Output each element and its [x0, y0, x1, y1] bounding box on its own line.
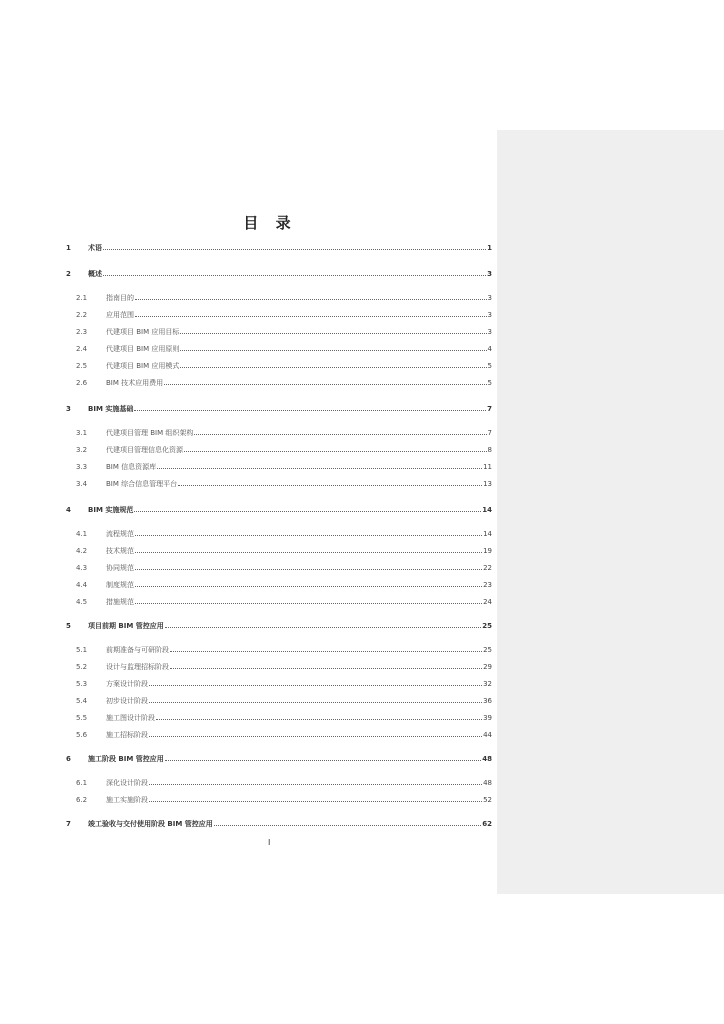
toc-entry-number: 4.5 [76, 598, 88, 606]
toc-entry-number: 5.3 [76, 680, 88, 688]
toc-leader-dots [180, 332, 486, 334]
toc-entry-page: 29 [483, 663, 492, 671]
toc-entry-text: BIM 信息资源库 [106, 463, 157, 471]
toc-entry-2-3[interactable] [76, 324, 492, 336]
toc-leader-dots [184, 450, 487, 452]
toc-entry-3[interactable] [66, 401, 492, 413]
toc-entry-text: BIM 实施规范 [88, 506, 134, 514]
toc-entry-number: 5 [66, 622, 71, 630]
toc-entry-number: 7 [66, 820, 71, 828]
toc-entry-number: 6.2 [76, 796, 88, 804]
toc-entry-4-5[interactable] [76, 594, 492, 606]
toc-entry-5-2[interactable] [76, 659, 492, 671]
toc-entry-text: 应用范围 [106, 311, 134, 319]
toc-entry-6-1[interactable] [76, 775, 492, 787]
toc-entry-number: 2 [66, 270, 71, 278]
toc-leader-dots [103, 274, 486, 276]
toc-entry-4-1[interactable] [76, 526, 492, 538]
toc-entry-page: 4 [487, 345, 492, 353]
toc-entry-number: 5.5 [76, 714, 88, 722]
toc-leader-dots [135, 534, 482, 536]
toc-leader-dots [165, 759, 481, 761]
toc-entry-text: BIM 综合信息管理平台 [106, 480, 178, 488]
toc-entry-number: 2.3 [76, 328, 88, 336]
toc-entry-page: 7 [487, 405, 492, 413]
toc-entry-number: 5.2 [76, 663, 88, 671]
toc-entry-page: 5 [487, 379, 492, 387]
toc-leader-dots [135, 602, 482, 604]
toc-entry-text: 施工阶段 BIM 管控应用 [88, 755, 164, 763]
comment-pane [497, 130, 724, 894]
toc-leader-dots [149, 701, 482, 703]
toc-entry-page: 36 [483, 697, 492, 705]
toc-entry-text: 代建项目管理 BIM 组织架构 [106, 429, 194, 437]
toc-entry-number: 5.1 [76, 646, 88, 654]
toc-entry-number: 2.1 [76, 294, 88, 302]
toc-leader-dots [149, 800, 482, 802]
toc-entry-number: 3.4 [76, 480, 88, 488]
toc-entry-page: 32 [483, 680, 492, 688]
toc-entry-1[interactable] [66, 240, 492, 252]
toc-entry-text: 初步设计阶段 [106, 697, 148, 705]
toc-entry-page: 7 [487, 429, 492, 437]
toc-entry-page: 62 [482, 820, 492, 828]
toc-entry-number: 2.2 [76, 311, 88, 319]
toc-leader-dots [134, 409, 486, 411]
toc-entry-text: 制度规范 [106, 581, 134, 589]
toc-entry-6[interactable] [66, 751, 492, 763]
toc-entry-4-2[interactable] [76, 543, 492, 555]
toc-leader-dots [149, 783, 482, 785]
toc-leader-dots [135, 568, 482, 570]
toc-entry-text: 术语 [88, 244, 102, 252]
toc-title: 目 录 [243, 214, 297, 232]
toc-entry-text: 流程规范 [106, 530, 134, 538]
toc-entry-number: 4 [66, 506, 71, 514]
toc-leader-dots [134, 510, 481, 512]
toc-entry-3-1[interactable] [76, 425, 492, 437]
toc-entry-text: 施工招标阶段 [106, 731, 148, 739]
toc-leader-dots [170, 650, 482, 652]
toc-entry-page: 14 [482, 506, 492, 514]
toc-entry-page: 52 [483, 796, 492, 804]
toc-entry-number: 3.1 [76, 429, 88, 437]
toc-entry-text: 代建项目管理信息化资源 [106, 446, 183, 454]
toc-entry-number: 2.6 [76, 379, 88, 387]
toc-entry-number: 4.3 [76, 564, 88, 572]
toc-entry-text: 代建项目 BIM 应用原则 [106, 345, 180, 353]
toc-entry-page: 3 [487, 328, 492, 336]
toc-entry-page: 1 [487, 244, 492, 252]
toc-entry-page: 3 [487, 311, 492, 319]
toc-entry-page: 25 [482, 622, 492, 630]
toc-entry-text: 代建项目 BIM 应用目标 [106, 328, 180, 336]
toc-leader-dots [149, 684, 482, 686]
toc-entry-4-4[interactable] [76, 577, 492, 589]
toc-entry-5-5[interactable] [76, 710, 492, 722]
toc-entry-number: 5.6 [76, 731, 88, 739]
toc-entry-number: 1 [66, 244, 71, 252]
toc-entry-page: 14 [483, 530, 492, 538]
toc-entry-4[interactable] [66, 502, 492, 514]
toc-leader-dots [214, 824, 481, 826]
toc-entry-text: BIM 实施基础 [88, 405, 134, 413]
toc-entry-3-4[interactable] [76, 476, 492, 488]
toc-entry-text: 项目前期 BIM 管控应用 [88, 622, 164, 630]
toc-entry-2-5[interactable] [76, 358, 492, 370]
toc-entry-page: 5 [487, 362, 492, 370]
toc-entry-text: 前期准备与可研阶段 [106, 646, 169, 654]
toc-entry-2-1[interactable] [76, 290, 492, 302]
toc-entry-page: 25 [483, 646, 492, 654]
toc-entry-page: 13 [483, 480, 492, 488]
toc-entry-3-3[interactable] [76, 459, 492, 471]
toc-entry-number: 2.4 [76, 345, 88, 353]
toc-entry-page: 48 [483, 779, 492, 787]
toc-entry-page: 48 [482, 755, 492, 763]
toc-entry-page: 44 [483, 731, 492, 739]
toc-entry-2-2[interactable] [76, 307, 492, 319]
toc-leader-dots [194, 433, 486, 435]
toc-entry-5[interactable] [66, 618, 492, 630]
toc-leader-dots [149, 735, 482, 737]
toc-entry-number: 3 [66, 405, 71, 413]
toc-entry-5-4[interactable] [76, 693, 492, 705]
toc-entry-number: 5.4 [76, 697, 88, 705]
toc-entry-2[interactable] [66, 266, 492, 278]
toc-leader-dots [156, 718, 482, 720]
toc-entry-text: 协同规范 [106, 564, 134, 572]
toc-entry-number: 4.1 [76, 530, 88, 538]
toc-entry-4-3[interactable] [76, 560, 492, 572]
toc-entry-text: 设计与监理招标阶段 [106, 663, 169, 671]
toc-entry-text: 竣工验收与交付使用阶段 BIM 管控应用 [88, 820, 213, 828]
toc-leader-dots [180, 366, 486, 368]
toc-entry-2-6[interactable] [76, 375, 492, 387]
toc-entry-5-3[interactable] [76, 676, 492, 688]
toc-entry-7[interactable] [66, 816, 492, 828]
toc-entry-number: 6.1 [76, 779, 88, 787]
toc-entry-number: 3.2 [76, 446, 88, 454]
toc-entry-page: 39 [483, 714, 492, 722]
toc-entry-6-2[interactable] [76, 792, 492, 804]
toc-leader-dots [135, 298, 487, 300]
toc-entry-text: 概述 [88, 270, 102, 278]
toc-entry-page: 24 [483, 598, 492, 606]
toc-entry-text: 技术规范 [106, 547, 134, 555]
toc-entry-5-1[interactable] [76, 642, 492, 654]
toc-entry-text: 施工图设计阶段 [106, 714, 155, 722]
toc-leader-dots [157, 467, 482, 469]
toc-entry-page: 23 [483, 581, 492, 589]
toc-entry-page: 8 [487, 446, 492, 454]
page-number: I [268, 838, 271, 847]
toc-entry-page: 22 [483, 564, 492, 572]
toc-entry-2-4[interactable] [76, 341, 492, 353]
toc-entry-text: 指南目的 [106, 294, 134, 302]
toc-leader-dots [135, 315, 487, 317]
toc-entry-5-6[interactable] [76, 727, 492, 739]
toc-leader-dots [135, 585, 482, 587]
toc-entry-text: BIM 技术应用费用 [106, 379, 164, 387]
toc-entry-text: 方案设计阶段 [106, 680, 148, 688]
toc-entry-text: 措施规范 [106, 598, 134, 606]
toc-entry-page: 3 [487, 294, 492, 302]
toc-entry-page: 11 [483, 463, 492, 471]
toc-entry-number: 3.3 [76, 463, 88, 471]
toc-entry-number: 4.2 [76, 547, 88, 555]
toc-leader-dots [178, 484, 482, 486]
toc-entry-number: 6 [66, 755, 71, 763]
toc-entry-text: 施工实施阶段 [106, 796, 148, 804]
toc-leader-dots [180, 349, 486, 351]
toc-entry-text: 深化设计阶段 [106, 779, 148, 787]
toc-leader-dots [103, 248, 486, 250]
toc-entry-number: 4.4 [76, 581, 88, 589]
toc-leader-dots [165, 626, 481, 628]
toc-entry-page: 19 [483, 547, 492, 555]
toc-entry-3-2[interactable] [76, 442, 492, 454]
toc-entry-text: 代建项目 BIM 应用模式 [106, 362, 180, 370]
toc-leader-dots [135, 551, 482, 553]
toc-leader-dots [170, 667, 482, 669]
toc-entry-number: 2.5 [76, 362, 88, 370]
toc-leader-dots [164, 383, 486, 385]
toc-entry-page: 3 [487, 270, 492, 278]
